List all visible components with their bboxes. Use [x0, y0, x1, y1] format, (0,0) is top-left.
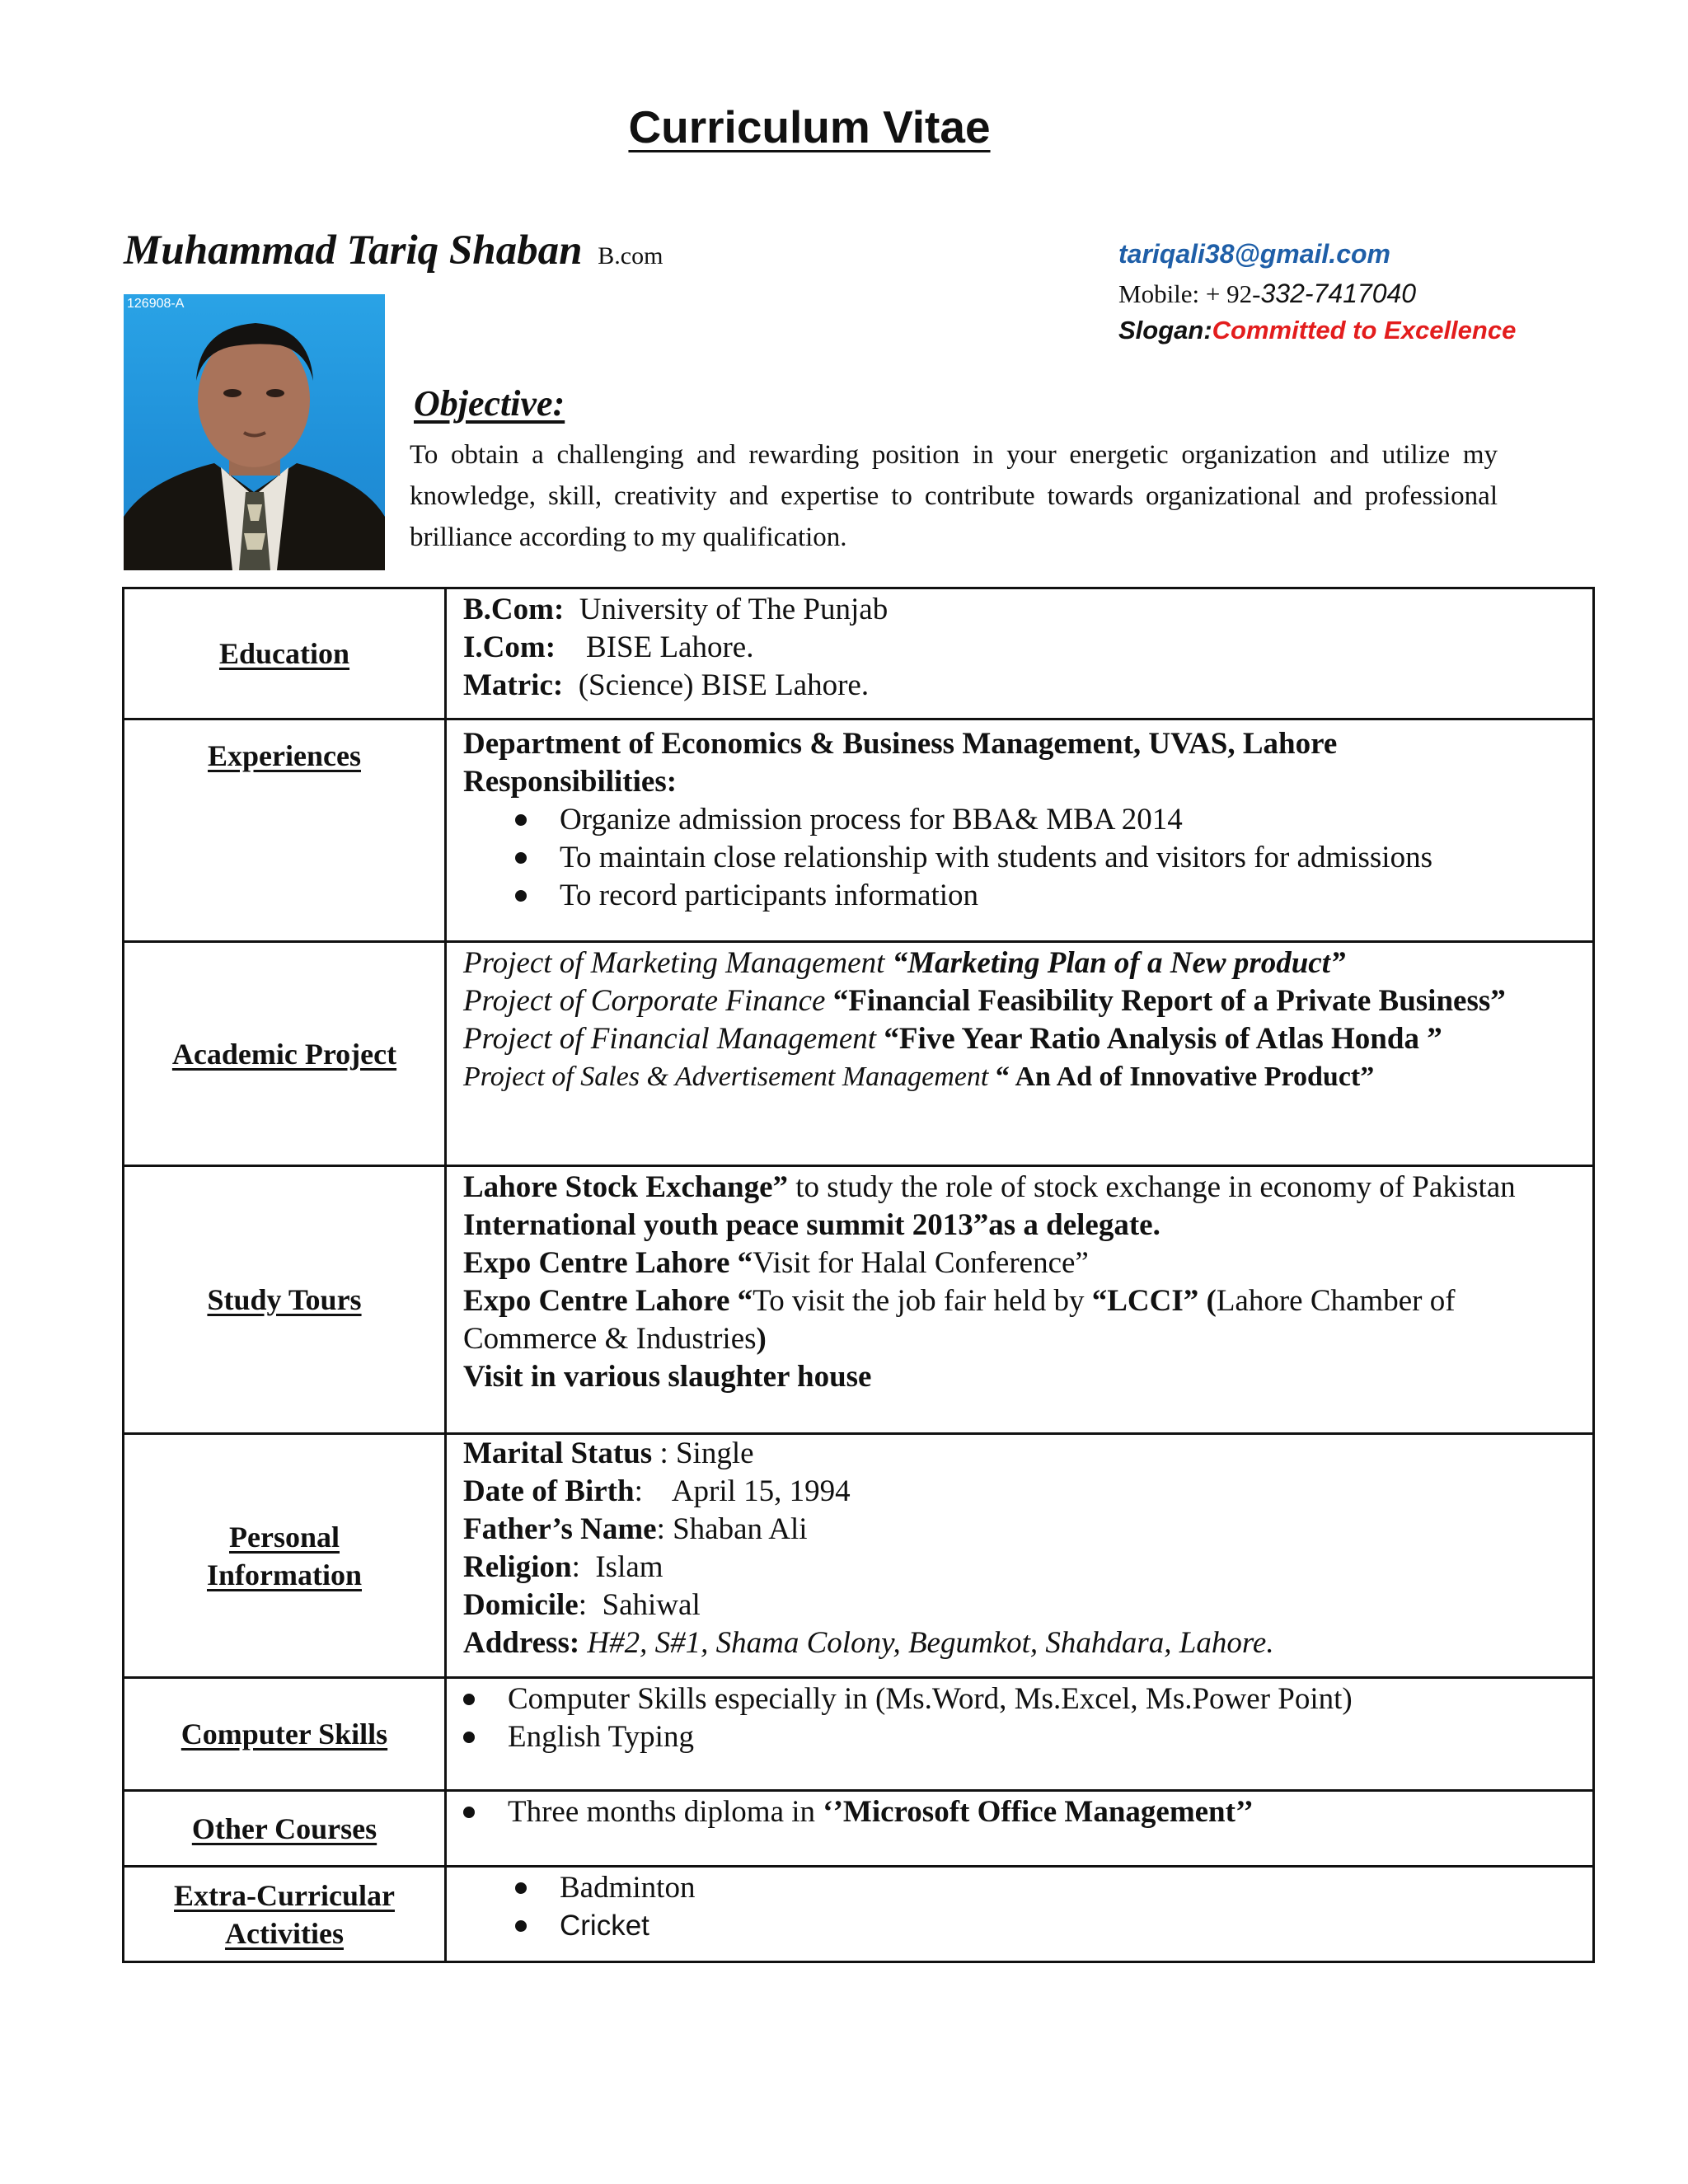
tour-title: Expo Centre Lahore “ [463, 1284, 753, 1318]
personal-info-value-cell [446, 1434, 1594, 1678]
extra-label-line2: Activities [225, 1916, 344, 1950]
tour-title: Expo Centre Lahore “ [463, 1246, 753, 1280]
study-tours-value-cell [446, 1166, 1594, 1434]
personal-value: Islam [595, 1550, 663, 1584]
email-link[interactable]: tariqali38@gmail.com [1118, 239, 1390, 269]
list-item-text: Badminton [560, 1871, 696, 1905]
list-item [515, 801, 1576, 839]
project-line [463, 944, 1576, 982]
personal-key: Religion [463, 1550, 572, 1584]
personal-label-line2: Information [207, 1558, 362, 1591]
other-courses-row [124, 1791, 1594, 1867]
responsibilities-list [463, 801, 1576, 915]
candidate-name [124, 227, 663, 274]
experiences-value-cell [446, 719, 1594, 942]
tour-detail: To visit the job fair held by [753, 1284, 1092, 1318]
project-title: “ An Ad of Innovative Product” [995, 1062, 1375, 1092]
education-degree: B.Com: [463, 593, 565, 626]
education-line [463, 629, 1576, 667]
computer-skills-label-cell [124, 1678, 446, 1791]
personal-sep: : [634, 1474, 672, 1508]
personal-key: Marital Status [463, 1436, 653, 1470]
course-prefix: Three months diploma in [508, 1795, 823, 1829]
list-item [515, 839, 1576, 877]
personal-line [463, 1435, 1576, 1473]
list-item-text: To record participants information [560, 879, 979, 912]
other-courses-value-cell [446, 1791, 1594, 1867]
personal-key: Address: [463, 1626, 580, 1660]
computer-skills-list [463, 1680, 1576, 1756]
list-item [515, 877, 1576, 915]
mobile-line [1118, 279, 1416, 309]
list-item [463, 1718, 1576, 1756]
list-item [515, 1907, 1576, 1945]
slogan-line [1118, 316, 1516, 345]
project-course: Project of Financial Management [463, 1022, 884, 1056]
education-row [124, 588, 1594, 719]
project-line [463, 1020, 1576, 1058]
personal-line [463, 1624, 1576, 1662]
tour-line [463, 1244, 1576, 1282]
experiences-label-cell [124, 719, 446, 942]
academic-project-label-cell [124, 942, 446, 1166]
list-item [515, 1869, 1576, 1907]
education-line [463, 591, 1576, 629]
document-title: Curriculum Vitae [628, 101, 991, 152]
education-degree: I.Com: [463, 630, 556, 664]
tour-line: Visit in various slaughter house [463, 1360, 872, 1394]
education-value-cell [446, 588, 1594, 719]
list-item-text: Cricket [560, 1910, 649, 1942]
degree-text: B.com [598, 242, 663, 269]
personal-value: April 15, 1994 [671, 1474, 851, 1508]
personal-info-label [207, 1518, 362, 1594]
education-detail: BISE Lahore. [586, 630, 754, 664]
project-title: “Five Year Ratio Analysis of Atlas Honda ” [884, 1022, 1442, 1056]
education-line [463, 667, 1576, 705]
personal-key: Date of Birth [463, 1474, 635, 1508]
list-item-text: Computer Skills especially in (Ms.Word, Ms.Excel, Ms.Power Point) [508, 1682, 1353, 1716]
project-title: “Marketing Plan of a New product” [892, 946, 1346, 980]
address-value: H#2, S#1, Shama Colony, Begumkot, Shahdara, Lahore. [579, 1626, 1274, 1660]
mobile-label: Mobile: + 92- [1118, 279, 1261, 308]
personal-key: Domicile [463, 1588, 579, 1622]
education-degree: Matric: [463, 668, 564, 702]
tour-line: International youth peace summit 2013”as a delegate. [463, 1208, 1160, 1242]
tour-lcci: “LCCI” ( [1091, 1284, 1217, 1318]
objective-text: To obtain a challenging and rewarding position in your energetic organization and utilize my knowledge, skill, creativity and expertise to contribute towards organizational and professional brilliance according to my qualification. [410, 440, 1498, 552]
list-item [463, 1680, 1576, 1718]
experience-organization: Department of Economics & Business Management, UVAS, Lahore [463, 727, 1338, 761]
cv-details-table [122, 587, 1595, 1963]
tour-detail: Lahore Chamber of Commerce & Industries [463, 1284, 1456, 1356]
personal-sep: : [578, 1588, 603, 1622]
personal-info-label-cell [124, 1434, 446, 1678]
personal-value: Shaban Ali [673, 1512, 808, 1546]
bullet-icon [515, 1882, 527, 1894]
name-text: Muhammad Tariq Shaban [124, 227, 583, 274]
list-item-text: English Typing [508, 1720, 694, 1754]
objective-heading: Objective: [414, 383, 565, 424]
personal-line [463, 1586, 1576, 1624]
extra-label-line1: Extra-Curricular [174, 1878, 395, 1912]
project-course: Project of Corporate Finance [463, 984, 833, 1018]
study-tours-label-cell [124, 1166, 446, 1434]
profile-photo [124, 294, 385, 570]
project-line [463, 982, 1576, 1020]
personal-sep: : [571, 1550, 596, 1584]
activities-list [463, 1869, 1576, 1945]
personal-value: Sahiwal [602, 1588, 701, 1622]
extra-curricular-row [124, 1867, 1594, 1962]
other-courses-label-cell [124, 1791, 446, 1867]
experiences-label: Experiences [208, 739, 361, 772]
tour-close: ) [756, 1322, 767, 1356]
bullet-icon [463, 1807, 475, 1818]
personal-sep: : [656, 1512, 673, 1546]
experiences-row [124, 719, 1594, 942]
extra-curricular-value-cell [446, 1867, 1594, 1962]
education-detail: University of The Punjab [579, 593, 889, 626]
computer-skills-value-cell [446, 1678, 1594, 1791]
study-tours-label: Study Tours [207, 1283, 362, 1316]
other-courses-list [463, 1793, 1576, 1831]
slogan-value: Committed to Excellence [1212, 316, 1517, 344]
responsibilities-label: Responsibilities: [463, 765, 678, 799]
education-label-cell [124, 588, 446, 719]
study-tours-row [124, 1166, 1594, 1434]
personal-line [463, 1473, 1576, 1511]
personal-sep: : [652, 1436, 676, 1470]
tour-line [463, 1169, 1576, 1207]
list-item [463, 1793, 1576, 1831]
mobile-number: 332-7417040 [1260, 279, 1417, 308]
bullet-icon [463, 1732, 475, 1743]
personal-line [463, 1511, 1576, 1549]
other-courses-label: Other Courses [191, 1811, 377, 1845]
portrait-illustration [124, 294, 385, 570]
personal-label-line1: Personal [229, 1520, 340, 1554]
bullet-icon [515, 890, 527, 902]
project-course: Project of Sales & Advertisement Management [463, 1062, 996, 1092]
tour-detail: to study the role of stock exchange in economy of Pakistan [788, 1170, 1516, 1204]
project-course: Project of Marketing Management [463, 946, 893, 980]
photo-tag: 126908-A [127, 297, 185, 311]
education-detail: (Science) BISE Lahore. [578, 668, 870, 702]
computer-skills-label: Computer Skills [181, 1718, 388, 1750]
academic-project-value-cell [446, 942, 1594, 1166]
project-title: “Financial Feasibility Report of a Private Business” [832, 984, 1506, 1018]
extra-curricular-label-cell [124, 1867, 446, 1962]
bullet-icon [515, 814, 527, 826]
extra-curricular-label [174, 1877, 395, 1952]
tour-line [463, 1282, 1576, 1358]
list-item-text: To maintain close relationship with students and visitors for admissions [560, 841, 1432, 874]
bullet-icon [515, 1920, 527, 1932]
list-item-text: Organize admission process for BBA& MBA 2014 [560, 803, 1183, 837]
bullet-icon [463, 1694, 475, 1705]
project-line [463, 1058, 1576, 1096]
tour-detail: Visit for Halal Conference” [753, 1246, 1089, 1280]
personal-line [463, 1549, 1576, 1586]
academic-project-label: Academic Project [171, 1037, 397, 1071]
personal-info-row [124, 1434, 1594, 1678]
education-label: Education [218, 637, 350, 670]
course-name: ‘’Microsoft Office Management’’ [823, 1795, 1254, 1829]
personal-key: Father’s Name [463, 1512, 657, 1546]
tour-title: Lahore Stock Exchange” [463, 1170, 789, 1204]
computer-skills-row [124, 1678, 1594, 1791]
academic-project-row [124, 942, 1594, 1166]
bullet-icon [515, 852, 527, 864]
slogan-label: Slogan: [1118, 316, 1212, 344]
personal-value: Single [675, 1436, 754, 1470]
